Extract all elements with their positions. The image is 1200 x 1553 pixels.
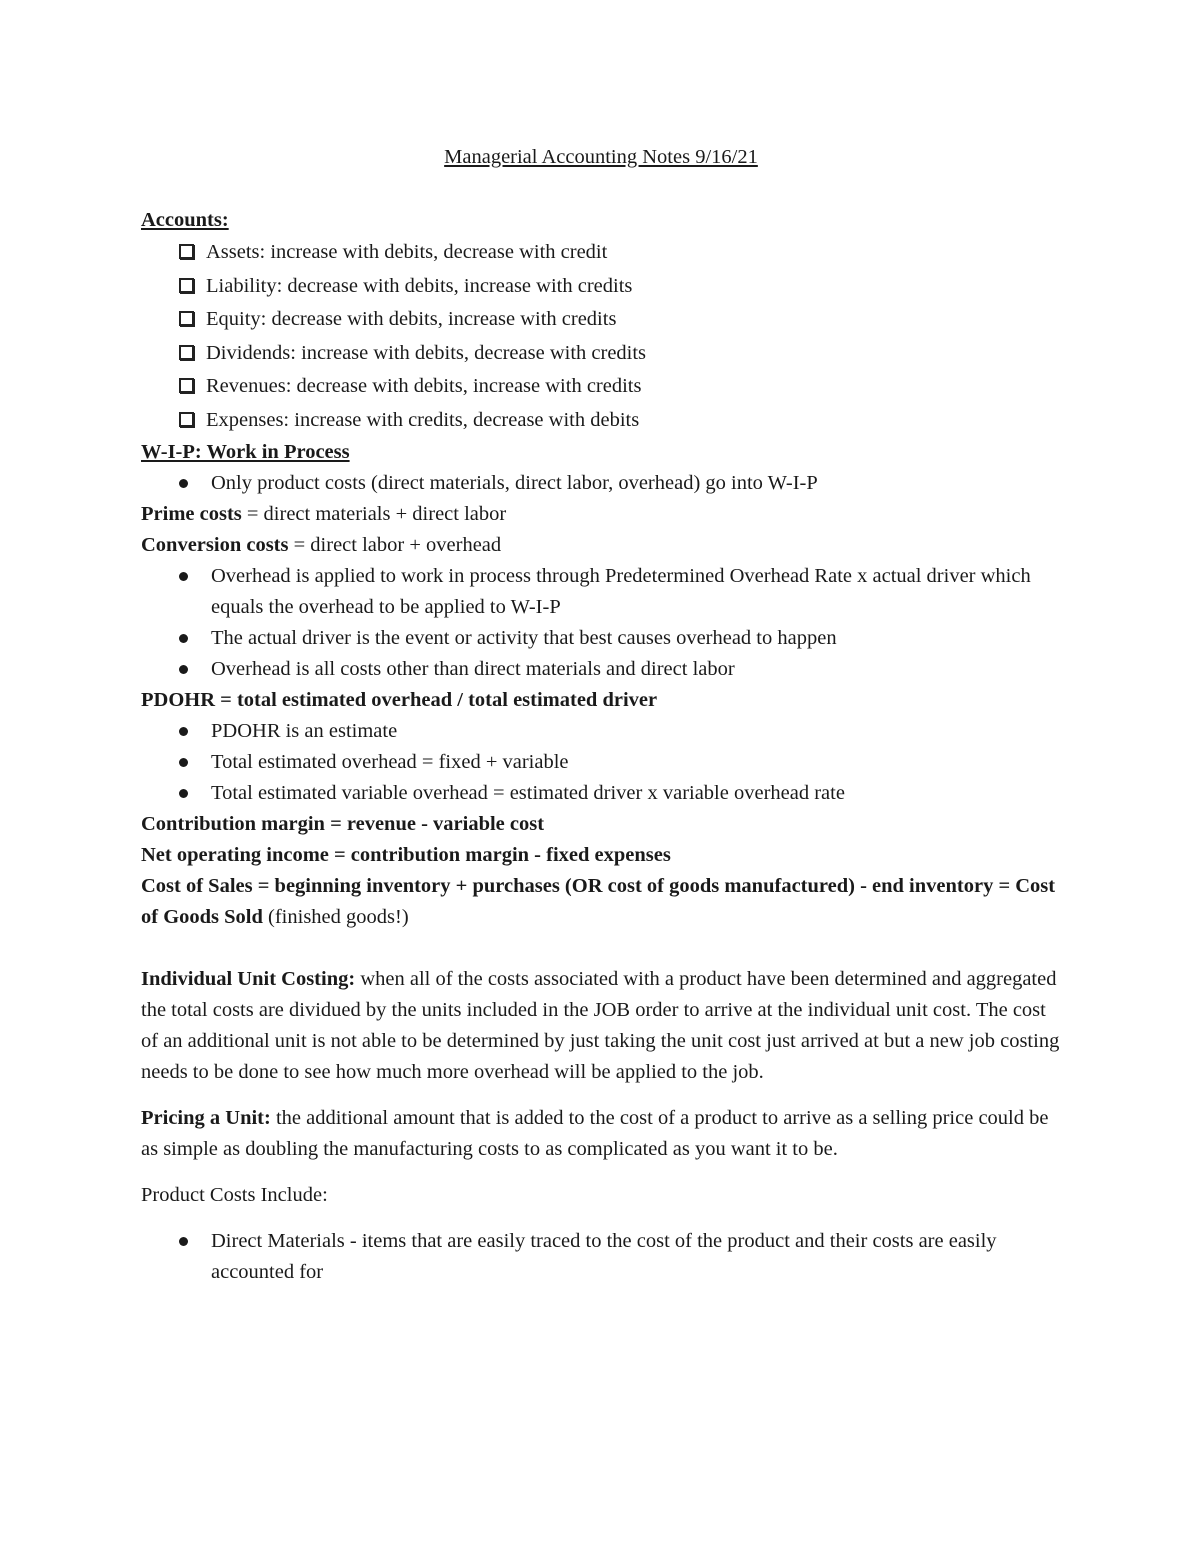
pricing-a-unit-text: the additional amount that is added to the cost of a product to arrive as a selling price could be as simple as doubling the manufacturing costs to as complicated as you want it to be. (141, 1107, 1049, 1160)
individual-unit-costing-term: Individual Unit Costing: (141, 968, 356, 990)
list-item (179, 468, 1061, 499)
list-item-text: The actual driver is the event or activity that best causes overhead to happen (211, 627, 837, 649)
wip-heading: W-I-P: Work in Process (141, 441, 350, 463)
list-item (179, 716, 1061, 747)
bullet-icon (179, 1237, 188, 1246)
list-item (179, 561, 1061, 623)
spacer (141, 933, 1061, 964)
list-item-text: PDOHR is an estimate (211, 720, 398, 742)
accounts-checklist (141, 236, 1061, 437)
bullet-icon (179, 789, 188, 798)
checklist-item (179, 404, 1061, 438)
prime-costs-definition: = direct materials + direct labor (241, 503, 507, 525)
bullet-icon (179, 665, 188, 674)
net-operating-income-formula: Net operating income = contribution margin - fixed expenses (141, 844, 671, 866)
pdohr-bullets (141, 716, 1061, 809)
pdohr-formula: PDOHR = total estimated overhead / total estimated driver (141, 689, 658, 711)
checklist-item (179, 337, 1061, 371)
pricing-a-unit-paragraph (141, 1103, 1061, 1165)
list-item-text: Overhead is applied to work in process through Predetermined Overhead Rate x actual driver which equals the overhead to be applied to W-I-P (211, 565, 1031, 618)
bullet-icon (179, 634, 188, 643)
checklist-item-text: Expenses: increase with credits, decrease with debits (206, 408, 640, 431)
conversion-costs-definition: = direct labor + overhead (288, 534, 502, 556)
product-costs-heading: Product Costs Include: (141, 1184, 328, 1206)
individual-unit-costing-text: when all of the costs associated with a product have been determined and aggregated the total costs are dividued by the units included in the JOB order to arrive at the individual unit cost. The cost of an additional unit is not able to be determined by just taking the unit cost just arrived at but a new job costing needs to be done to see how much more overhead will be applied to the job. (141, 968, 1060, 1083)
checklist-item-text: Revenues: decrease with debits, increase with credits (206, 375, 642, 397)
wip-bullets (141, 468, 1061, 499)
bullet-icon (179, 727, 188, 736)
list-item (179, 623, 1061, 654)
checklist-item-text: Equity: decrease with debits, increase with credits (206, 308, 617, 330)
checkbox-icon (179, 311, 194, 326)
pricing-a-unit-term: Pricing a Unit: (141, 1107, 271, 1129)
checklist-item (179, 370, 1061, 404)
checkbox-icon (179, 412, 194, 427)
checkbox-icon (179, 244, 194, 259)
conversion-costs-line (141, 530, 1061, 561)
conversion-costs-bullets (141, 561, 1061, 685)
bullet-icon (179, 572, 188, 581)
list-item-text: Direct Materials - items that are easily traced to the cost of the product and their costs are easily accounted for (211, 1230, 997, 1283)
list-item (179, 778, 1061, 809)
cost-of-sales-formula: Cost of Sales = beginning inventory + purchases (OR cost of goods manufactured) - end inventory = Cost of Goods Sold (141, 875, 1056, 928)
spacer (141, 1165, 1061, 1180)
conversion-costs-term: Conversion costs (141, 534, 289, 556)
checklist-item-text: Assets: increase with debits, decrease with credit (206, 241, 608, 263)
list-item (179, 1226, 1061, 1288)
list-item-text: Overhead is all costs other than direct materials and direct labor (211, 658, 735, 680)
prime-costs-line (141, 499, 1061, 530)
bullet-icon (179, 479, 188, 488)
bullet-icon (179, 758, 188, 767)
product-costs-bullets (141, 1226, 1061, 1288)
contribution-margin-formula: Contribution margin = revenue - variable cost (141, 813, 545, 835)
individual-unit-costing-paragraph (141, 964, 1061, 1088)
list-item (179, 654, 1061, 685)
checklist-item-text: Liability: decrease with debits, increase with credits (206, 274, 633, 297)
document-body (141, 143, 1061, 1288)
cost-of-sales-line (141, 871, 1061, 933)
checklist-item (179, 236, 1061, 270)
spacer (141, 1088, 1061, 1103)
checkbox-icon (179, 345, 194, 360)
page-title: Managerial Accounting Notes 9/16/21 (444, 146, 758, 168)
prime-costs-term: Prime costs (141, 503, 242, 525)
cost-of-sales-note: (finished goods!) (262, 906, 409, 928)
accounts-heading: Accounts: (141, 209, 229, 231)
checkbox-icon (179, 378, 194, 393)
list-item (179, 747, 1061, 778)
list-item-text: Only product costs (direct materials, direct labor, overhead) go into W-I-P (211, 472, 818, 494)
checkbox-icon (179, 278, 194, 293)
checklist-item-text: Dividends: increase with debits, decrease with credits (206, 341, 647, 364)
checklist-item (179, 303, 1061, 337)
list-item-text: Total estimated variable overhead = estimated driver x variable overhead rate (211, 782, 845, 804)
spacer (141, 1211, 1061, 1226)
list-item-text: Total estimated overhead = fixed + variable (211, 751, 569, 773)
checklist-item (179, 270, 1061, 304)
